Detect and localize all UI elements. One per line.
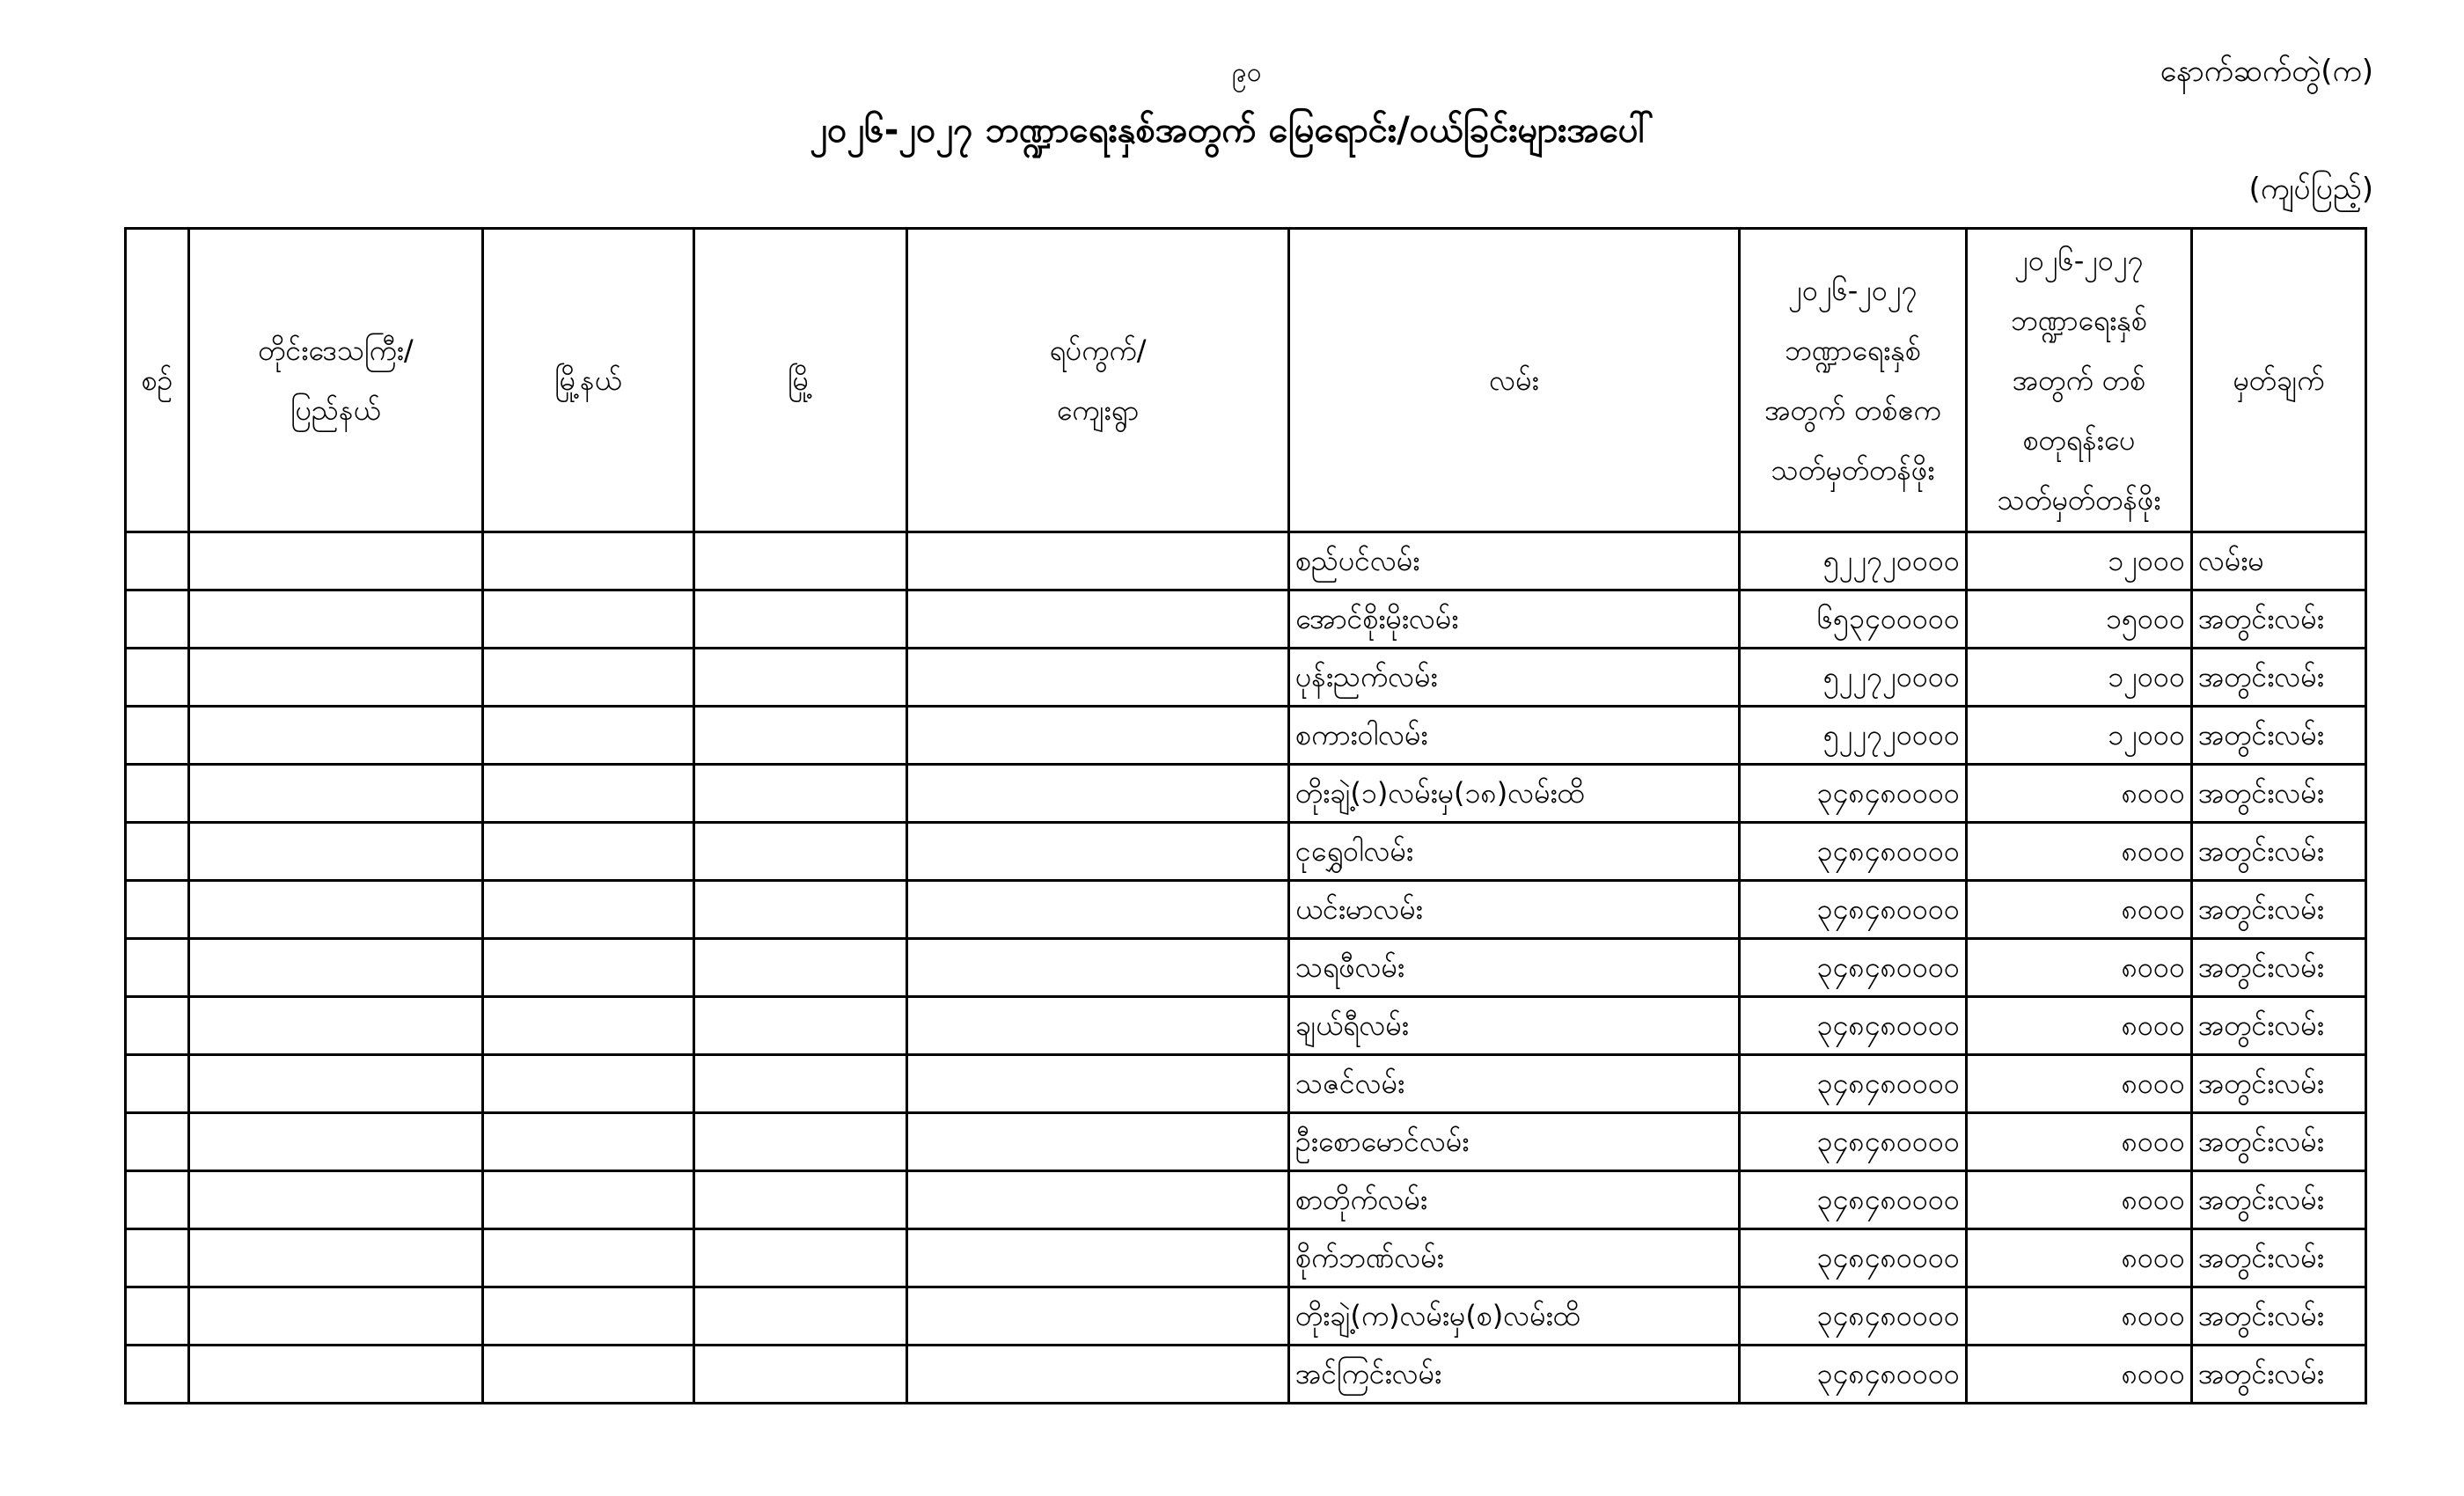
cell-ward <box>907 1229 1289 1287</box>
cell-road: စကားဝါလမ်း <box>1289 707 1740 765</box>
cell-region <box>189 997 483 1055</box>
cell-road: တိုးချဲ့(က)လမ်းမှ(စ)လမ်းထိ <box>1289 1287 1740 1346</box>
cell-sqft-value: ၁၂၀၀၀ <box>1967 532 2192 590</box>
cell-remarks: အတွင်းလမ်း <box>2192 1171 2366 1229</box>
cell-sqft-value: ၁၅၀၀၀ <box>1967 590 2192 649</box>
table-row <box>126 997 2366 1055</box>
cell-township <box>483 1113 694 1171</box>
cell-township <box>483 1229 694 1287</box>
cell-road: ဦးစောမောင်လမ်း <box>1289 1113 1740 1171</box>
cell-town <box>694 997 907 1055</box>
cell-acre-value: ၃၄၈၄၈၀၀၀၀ <box>1740 823 1967 881</box>
cell-sqft-value: ၁၂၀၀၀ <box>1967 707 2192 765</box>
header-road: လမ်း <box>1289 229 1740 532</box>
table-row <box>126 1055 2366 1113</box>
cell-serial <box>126 823 189 881</box>
cell-acre-value: ၃၄၈၄၈၀၀၀၀ <box>1740 1171 1967 1229</box>
cell-region <box>189 1113 483 1171</box>
annex-label: နောက်ဆက်တွဲ(က) <box>2160 54 2373 89</box>
cell-sqft-value: ၈၀၀၀ <box>1967 1346 2192 1404</box>
cell-town <box>694 1229 907 1287</box>
cell-serial <box>126 939 189 997</box>
cell-road: သရဖီလမ်း <box>1289 939 1740 997</box>
cell-sqft-value: ၈၀၀၀ <box>1967 1171 2192 1229</box>
cell-region <box>189 1055 483 1113</box>
cell-ward <box>907 881 1289 939</box>
cell-town <box>694 765 907 823</box>
header-serial: စဉ် <box>126 229 189 532</box>
cell-sqft-value: ၈၀၀၀ <box>1967 765 2192 823</box>
cell-ward <box>907 1055 1289 1113</box>
cell-ward <box>907 532 1289 590</box>
cell-township <box>483 823 694 881</box>
cell-ward <box>907 1171 1289 1229</box>
cell-ward <box>907 1113 1289 1171</box>
cell-acre-value: ၃၄၈၄၈၀၀၀၀ <box>1740 1287 1967 1346</box>
cell-acre-value: ၃၄၈၄၈၀၀၀၀ <box>1740 881 1967 939</box>
header-acre-value: ၂၀၂၆-၂၀၂၇ ဘဏ္ဍာရေးနှစ် အတွက် တစ်ဧက သတ်မှတ်တန်ဖိုး <box>1740 229 1967 532</box>
table-row <box>126 649 2366 707</box>
cell-serial <box>126 1287 189 1346</box>
cell-road: ယင်းမာလမ်း <box>1289 881 1740 939</box>
cell-township <box>483 532 694 590</box>
cell-region <box>189 1287 483 1346</box>
cell-road: စည်ပင်လမ်း <box>1289 532 1740 590</box>
cell-acre-value: ၅၂၂၇၂၀၀၀၀ <box>1740 707 1967 765</box>
header-remarks: မှတ်ချက် <box>2192 229 2366 532</box>
cell-remarks: အတွင်းလမ်း <box>2192 881 2366 939</box>
cell-serial <box>126 1229 189 1287</box>
cell-road: အောင်စိုးမိုးလမ်း <box>1289 590 1740 649</box>
header-ward: ရပ်ကွက်/ ကျေးရွာ <box>907 229 1289 532</box>
cell-town <box>694 1055 907 1113</box>
cell-road: စာတိုက်လမ်း <box>1289 1171 1740 1229</box>
cell-acre-value: ၃၄၈၄၈၀၀၀၀ <box>1740 939 1967 997</box>
table-row <box>126 823 2366 881</box>
cell-remarks: အတွင်းလမ်း <box>2192 765 2366 823</box>
cell-road: ချယ်ရီလမ်း <box>1289 997 1740 1055</box>
table-row <box>126 1229 2366 1287</box>
cell-region <box>189 881 483 939</box>
table-row <box>126 590 2366 649</box>
table-row <box>126 1171 2366 1229</box>
cell-acre-value: ၆၅၃၄၀၀၀၀၀ <box>1740 590 1967 649</box>
cell-acre-value: ၃၄၈၄၈၀၀၀၀ <box>1740 1346 1967 1404</box>
cell-ward <box>907 590 1289 649</box>
cell-acre-value: ၃၄၈၄၈၀၀၀၀ <box>1740 1229 1967 1287</box>
land-value-table <box>124 227 2367 1404</box>
cell-town <box>694 649 907 707</box>
cell-acre-value: ၃၄၈၄၈၀၀၀၀ <box>1740 765 1967 823</box>
cell-township <box>483 707 694 765</box>
cell-serial <box>126 649 189 707</box>
cell-serial <box>126 1113 189 1171</box>
cell-ward <box>907 1287 1289 1346</box>
cell-serial <box>126 1171 189 1229</box>
cell-sqft-value: ၈၀၀၀ <box>1967 881 2192 939</box>
cell-remarks: အတွင်းလမ်း <box>2192 1229 2366 1287</box>
cell-township <box>483 1346 694 1404</box>
cell-ward <box>907 1346 1289 1404</box>
cell-serial <box>126 590 189 649</box>
cell-sqft-value: ၈၀၀၀ <box>1967 997 2192 1055</box>
cell-township <box>483 1055 694 1113</box>
cell-sqft-value: ၁၂၀၀၀ <box>1967 649 2192 707</box>
cell-town <box>694 707 907 765</box>
cell-ward <box>907 939 1289 997</box>
cell-remarks: အတွင်းလမ်း <box>2192 823 2366 881</box>
cell-town <box>694 1346 907 1404</box>
cell-ward <box>907 997 1289 1055</box>
cell-remarks: အတွင်းလမ်း <box>2192 1346 2366 1404</box>
table-row <box>126 765 2366 823</box>
unit-label: (ကျပ်ပြည့်) <box>2248 172 2373 207</box>
cell-remarks: အတွင်းလမ်း <box>2192 1055 2366 1113</box>
cell-region <box>189 1171 483 1229</box>
cell-town <box>694 881 907 939</box>
cell-region <box>189 765 483 823</box>
cell-ward <box>907 649 1289 707</box>
page-title: ၂၀၂၆-၂၀၂၇ ဘဏ္ဍာရေးနှစ်အတွက် မြေရောင်း/ဝယ်ခြင်းများအပေါ် <box>810 110 1654 150</box>
cell-sqft-value: ၈၀၀၀ <box>1967 1229 2192 1287</box>
cell-ward <box>907 707 1289 765</box>
cell-road: သဇင်လမ်း <box>1289 1055 1740 1113</box>
cell-sqft-value: ၈၀၀၀ <box>1967 1287 2192 1346</box>
cell-remarks: အတွင်းလမ်း <box>2192 707 2366 765</box>
cell-remarks: အတွင်းလမ်း <box>2192 649 2366 707</box>
table-header-row <box>126 229 2366 532</box>
cell-township <box>483 649 694 707</box>
cell-remarks: လမ်းမ <box>2192 532 2366 590</box>
cell-road: အင်ကြင်းလမ်း <box>1289 1346 1740 1404</box>
cell-township <box>483 939 694 997</box>
cell-township <box>483 1287 694 1346</box>
table-row <box>126 1287 2366 1346</box>
cell-serial <box>126 765 189 823</box>
header-town: မြို့ <box>694 229 907 532</box>
cell-region <box>189 939 483 997</box>
cell-town <box>694 532 907 590</box>
cell-acre-value: ၃၄၈၄၈၀၀၀၀ <box>1740 1113 1967 1171</box>
header-region: တိုင်းဒေသကြီး/ ပြည်နယ် <box>189 229 483 532</box>
cell-serial <box>126 881 189 939</box>
cell-town <box>694 1171 907 1229</box>
cell-region <box>189 649 483 707</box>
cell-township <box>483 997 694 1055</box>
cell-road: တိုးချဲ့(၁)လမ်းမှ(၁၈)လမ်းထိ <box>1289 765 1740 823</box>
table-row <box>126 1346 2366 1404</box>
cell-sqft-value: ၈၀၀၀ <box>1967 939 2192 997</box>
cell-township <box>483 1171 694 1229</box>
cell-region <box>189 1346 483 1404</box>
cell-acre-value: ၃၄၈၄၈၀၀၀၀ <box>1740 1055 1967 1113</box>
table-row <box>126 939 2366 997</box>
cell-ward <box>907 823 1289 881</box>
cell-serial <box>126 707 189 765</box>
cell-sqft-value: ၈၀၀၀ <box>1967 1055 2192 1113</box>
cell-remarks: အတွင်းလမ်း <box>2192 939 2366 997</box>
cell-region <box>189 707 483 765</box>
table-row <box>126 1113 2366 1171</box>
cell-town <box>694 1287 907 1346</box>
cell-region <box>189 532 483 590</box>
cell-town <box>694 939 907 997</box>
cell-serial <box>126 1055 189 1113</box>
cell-town <box>694 590 907 649</box>
cell-remarks: အတွင်းလမ်း <box>2192 997 2366 1055</box>
cell-road: ငုရွှေဝါလမ်း <box>1289 823 1740 881</box>
cell-sqft-value: ၈၀၀၀ <box>1967 823 2192 881</box>
cell-remarks: အတွင်းလမ်း <box>2192 1113 2366 1171</box>
cell-township <box>483 765 694 823</box>
cell-township <box>483 590 694 649</box>
table-row <box>126 707 2366 765</box>
cell-sqft-value: ၈၀၀၀ <box>1967 1113 2192 1171</box>
cell-region <box>189 823 483 881</box>
cell-acre-value: ၅၂၂၇၂၀၀၀၀ <box>1740 649 1967 707</box>
cell-ward <box>907 765 1289 823</box>
cell-serial <box>126 1346 189 1404</box>
cell-town <box>694 823 907 881</box>
cell-remarks: အတွင်းလမ်း <box>2192 590 2366 649</box>
cell-town <box>694 1113 907 1171</box>
table-row <box>126 532 2366 590</box>
cell-road: စိုက်ဘဏ်လမ်း <box>1289 1229 1740 1287</box>
table-row <box>126 881 2366 939</box>
cell-township <box>483 881 694 939</box>
cell-serial <box>126 997 189 1055</box>
cell-acre-value: ၅၂၂၇၂၀၀၀၀ <box>1740 532 1967 590</box>
cell-region <box>189 590 483 649</box>
header-township: မြို့နယ် <box>483 229 694 532</box>
page-number: ၉၀ <box>1232 57 1262 88</box>
cell-region <box>189 1229 483 1287</box>
cell-remarks: အတွင်းလမ်း <box>2192 1287 2366 1346</box>
cell-road: ပုန်းညက်လမ်း <box>1289 649 1740 707</box>
header-sqft-value: ၂၀၂၆-၂၀၂၇ ဘဏ္ဍာရေးနှစ် အတွက် တစ်စတုရန်းပေ သတ်မှတ်တန်ဖိုး <box>1967 229 2192 532</box>
cell-acre-value: ၃၄၈၄၈၀၀၀၀ <box>1740 997 1967 1055</box>
cell-serial <box>126 532 189 590</box>
